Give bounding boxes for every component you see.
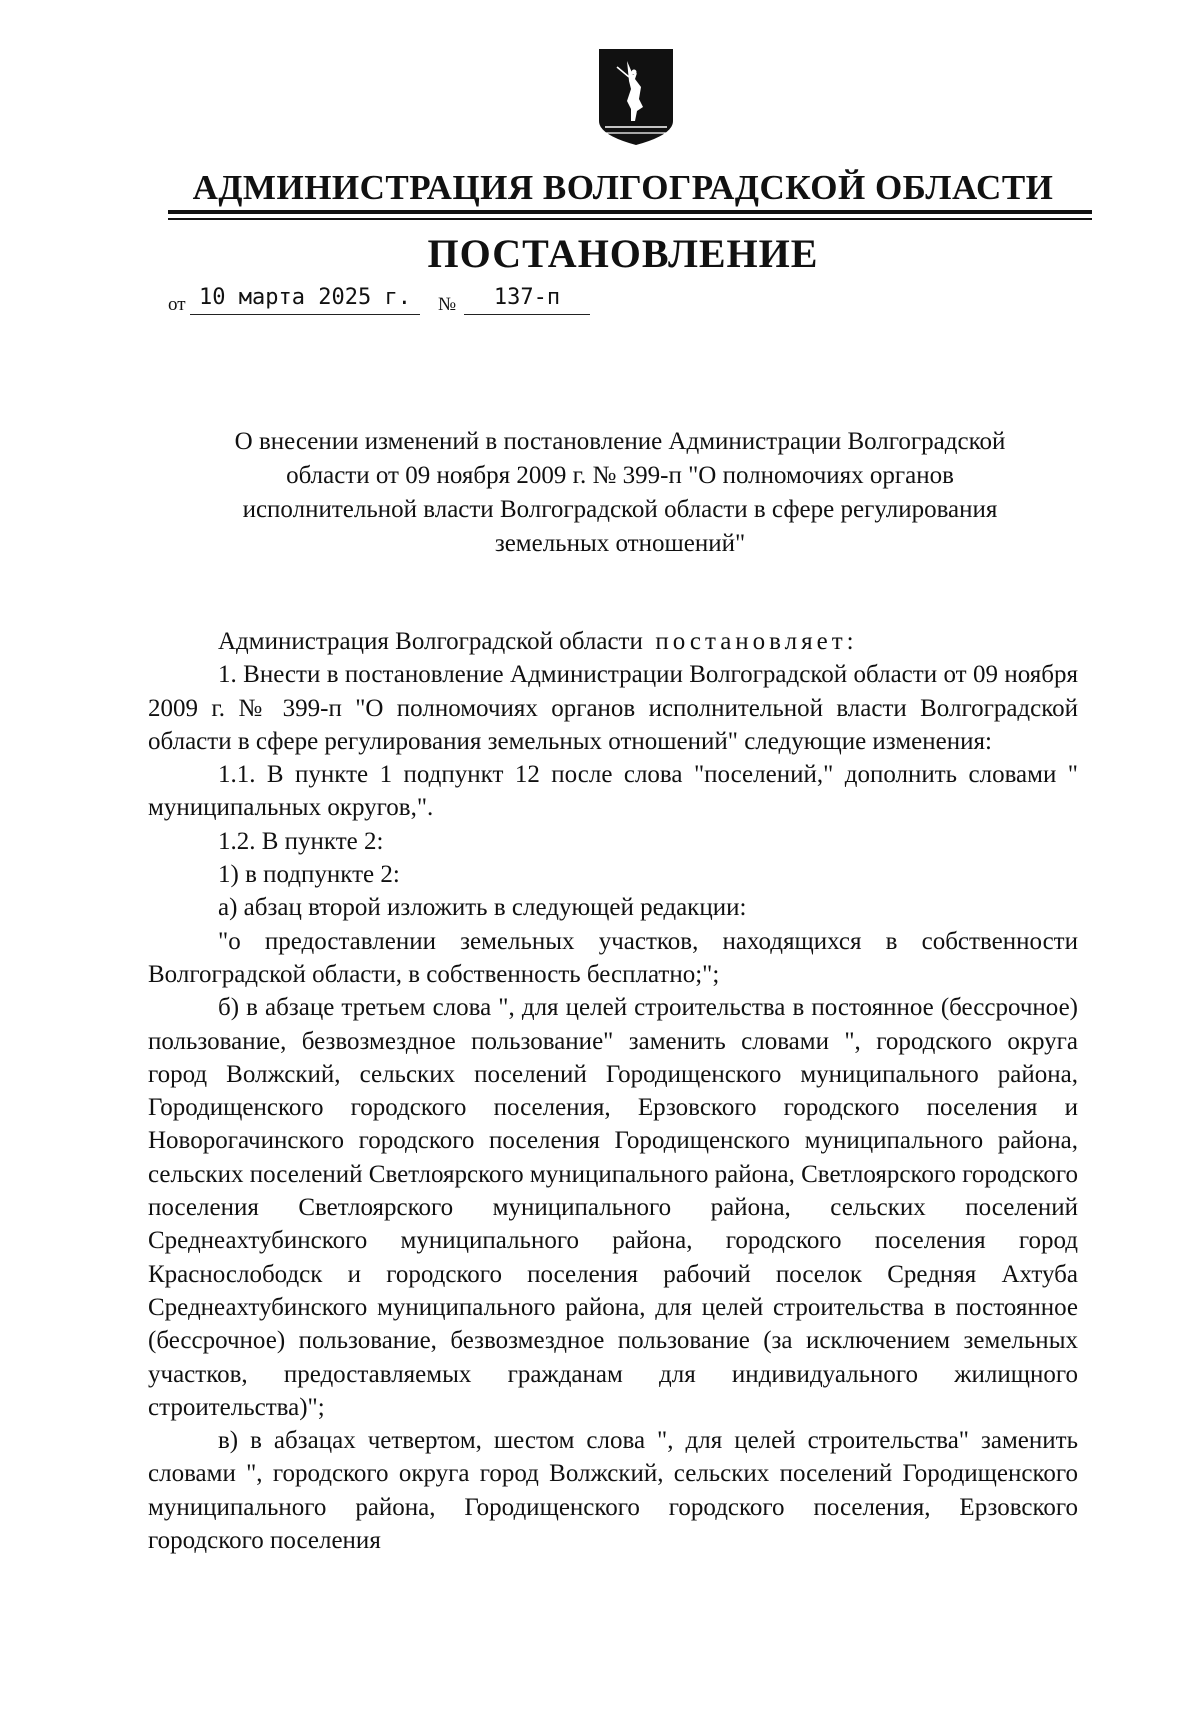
date-prefix: от — [168, 294, 186, 315]
document-body — [148, 625, 1078, 1557]
body-paragraph: 1) в подпункте 2: — [218, 861, 400, 889]
header-rule-thin — [168, 218, 1092, 220]
intro-text: Администрация Волгоградской области — [218, 628, 643, 655]
body-paragraph: в) в абзацах четвертом, шестом слова ", для целей строительства" заменить словами ", городского округа город Волжский, сельских поселений Городищенского муниципального района, Городищенского городского поселения, Ерзовского городского поселения — [148, 1427, 1078, 1555]
volgograd-emblem — [597, 47, 675, 147]
subject-line: исполнительной власти Волгоградской области в сфере регулирования — [242, 496, 998, 523]
body-paragraph: "о предоставлении земельных участков, находящихся в собственности Волгоградской области, в собственность бесплатно;"; — [148, 927, 1078, 988]
number-sign: № — [438, 294, 457, 315]
body-paragraph: а) абзац второй изложить в следующей редакции: — [218, 894, 747, 922]
document-type: ПОСТАНОВЛЕНИЕ — [427, 231, 819, 276]
document-subject — [170, 425, 1070, 561]
intro-verb: постановляет: — [655, 628, 858, 655]
body-paragraph: 1. Внести в постановление Администрации Волгоградской области от 09 ноября 2009 г. № 399-п "О полномочиях органов исполнительной власти Волгоградской области в сфере регулирования земельных отношений" следующие изменения: — [148, 661, 1078, 755]
resolution-intro — [148, 625, 1078, 658]
document-number: 137-п — [464, 282, 590, 315]
body-paragraph: 1.1. В пункте 1 подпункт 12 после слова "поселений," дополнить словами " муниципальных округов,". — [148, 761, 1078, 822]
issuing-authority: АДМИНИСТРАЦИЯ ВОЛГОГРАДСКОЙ ОБЛАСТИ — [192, 168, 1054, 207]
document-date: 10 марта 2025 г. — [190, 282, 420, 315]
body-paragraph: б) в абзаце третьем слова ", для целей строительства в постоянное (бессрочное) пользование, безвозмездное пользование" заменить словами ", городского округа город Волжский, сельских поселений Городищенского муниципального района, Городищенского городского поселения, Ерзовского городского поселения и Новорогачинского городского поселения Городищенского муниципального района, сельских поселений Светлоярского муниципального района, Светлоярского городского поселения Светлоярского муниципального района, сельских поселений Среднеахтубинского муниципального района, городского поселения город Краснослободск и городского поселения рабочий поселок Средняя Ахтуба Среднеахтубинского муниципального района, для целей строительства в постоянное (бессрочное) пользование, безвозмездное пользование (за исключением земельных участков, предоставляемых гражданам для индивидуального жилищного строительства)"; — [148, 994, 1078, 1421]
registration-line — [168, 282, 668, 322]
header-rule-thick — [168, 210, 1092, 214]
subject-line: области от 09 ноября 2009 г. № 399-п "О полномочиях органов — [286, 462, 954, 489]
body-paragraph: 1.2. В пункте 2: — [218, 827, 384, 855]
subject-line: О внесении изменений в постановление Администрации Волгоградской — [234, 428, 1006, 455]
subject-line: земельных отношений" — [494, 530, 746, 557]
